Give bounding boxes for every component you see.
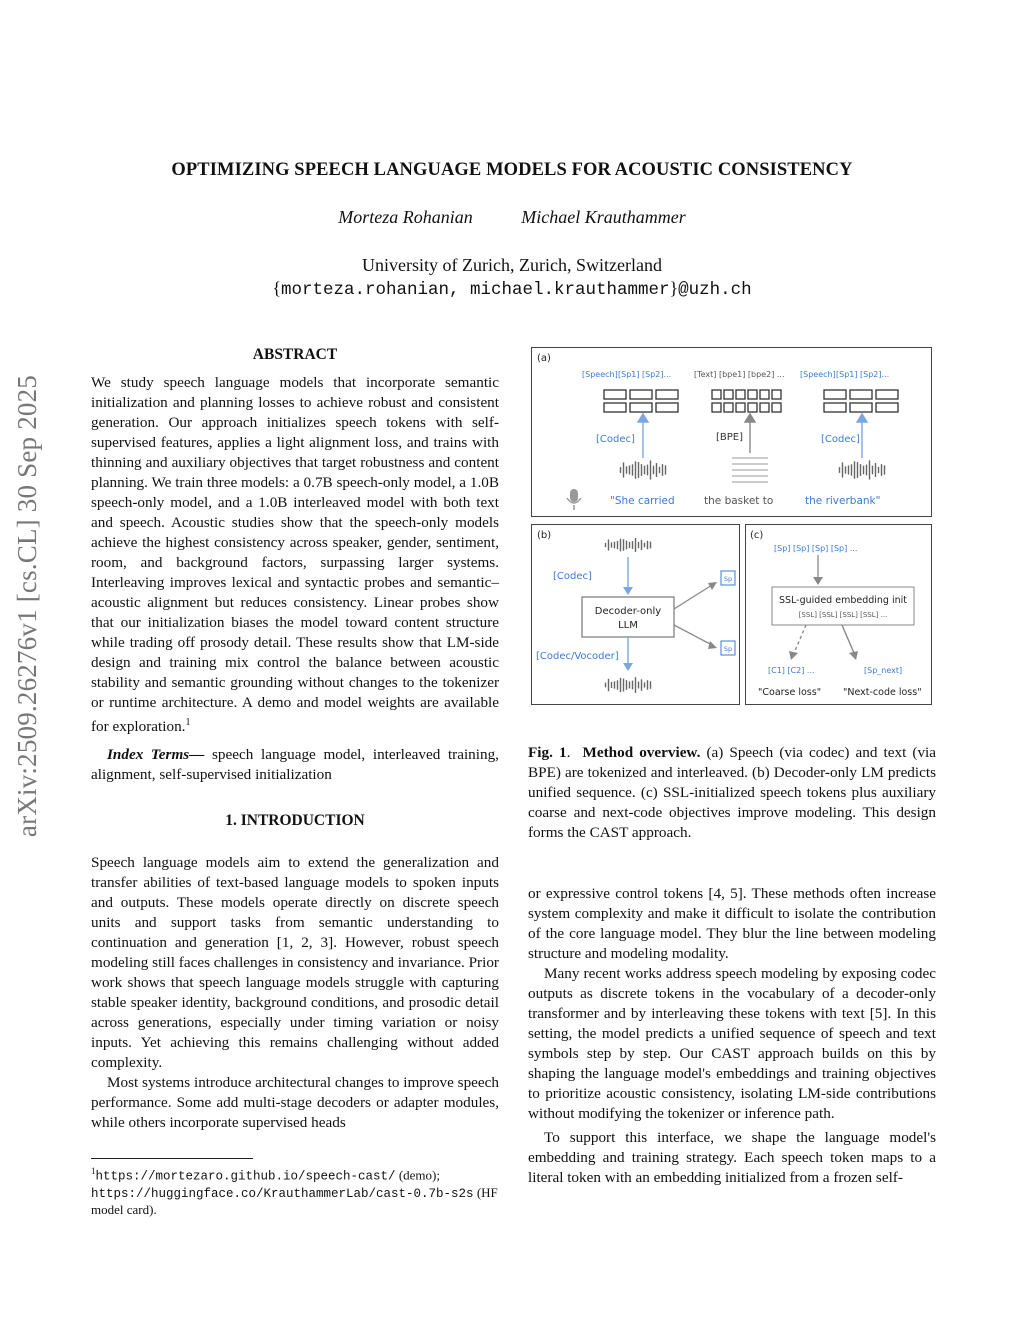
intro-paragraph-5: To support this interface, we shape the language model's embedding and training strategy. Each speech token maps to a literal token with an embedding initialized from a frozen self-	[528, 1129, 936, 1186]
panel-c	[745, 524, 932, 705]
token-cell	[876, 403, 898, 412]
model-card-link[interactable]: https://huggingface.co/KrauthammerLab/cast-0.7b-s2s	[91, 1186, 474, 1201]
seq-speech-tokens-2: [Sp1] [Sp2]...	[836, 370, 890, 379]
bpe-token-grid	[712, 390, 781, 412]
intro-paragraph-3: or expressive control tokens [4, 5]. These methods often increase system complexity and make it difficult to isolate the contribution of the core language model. They blur the line between modeling structure and modeling modality.	[528, 885, 936, 962]
caption-label: Fig. 1	[528, 744, 567, 761]
arrow-c1-head	[813, 577, 823, 585]
token-cell	[656, 390, 678, 399]
index-terms-text: speech language model, interleaved training, alignment, self-supervised initialization	[91, 746, 499, 784]
abstract-footnote-mark: 1	[185, 717, 191, 728]
sp-token-label-1: Sp	[723, 575, 733, 583]
author-list	[0, 207, 1024, 228]
bpe-label: [BPE]	[716, 432, 744, 443]
footnote-mark: 1	[91, 1166, 96, 1176]
footnote-rule	[91, 1158, 253, 1159]
arxiv-id: arXiv:2509.26276v1 [cs.CL] 30 Sep 2025	[12, 375, 42, 838]
arrow-b1-head	[623, 587, 633, 595]
coarse-loss-label: "Coarse loss"	[758, 687, 822, 698]
sp-token-row: [Sp] [Sp] [Sp] [Sp] ...	[774, 544, 858, 553]
token-cell	[760, 390, 769, 399]
token-cell	[712, 403, 721, 412]
token-cell	[772, 403, 781, 412]
next-loss-label: "Next-code loss"	[843, 687, 922, 698]
arxiv-stamp	[12, 375, 52, 955]
seq-text-tokens: [Text] [bpe1] [bpe2] ...	[694, 370, 785, 379]
figure-1	[531, 347, 932, 705]
paper-title: OPTIMIZING SPEECH LANGUAGE MODELS FOR ACOUSTIC CONSISTENCY	[171, 160, 853, 180]
abstract-text: We study speech language models that incorporate semantic initialization and planning losses to achieve robust and consistent generation. Our approach initializes speech tokens with self-supervised features, applies a light alignment loss, and trains with thinning and auxiliary objectives that target robustness and content planning. We train three models: a 0.7B speech-only model, a 1.0B speech-only model, and a 1.0B interleaved model with both text and speech. Acoustic studies show that the speech-only models achieve the highest consistency across speaker, gender, sentiment, room, and background factors, surpassing larger systems. Interleaving improves lexical and syntactic probes and semantic–acoustic alignment but reduces consistency. Linear probes show that our initialization biases the model toward content structure while trading off prosody detail. These results show that LM-side design and training mix control the balance between acoustic stability and semantic grounding without changes to the tokenizer or runtime architecture. A demo and model weights are available for exploration.$^1$	[91, 374, 499, 736]
token-cell	[604, 390, 626, 399]
waveform-icon-2	[840, 460, 885, 479]
author-1: Morteza Rohanian	[338, 207, 473, 227]
right-column	[528, 884, 936, 1188]
token-cell	[876, 390, 898, 399]
token-cell	[772, 390, 781, 399]
waveform-icon-1	[621, 460, 666, 479]
seq-speech-tag-2: [Speech]	[800, 370, 836, 379]
arrow-b3-head	[708, 641, 717, 649]
next-token: [Sp_next]	[864, 666, 903, 675]
waveform-icon-input	[606, 538, 651, 552]
model-card-tag: (HF model card).	[91, 1184, 498, 1218]
seq-speech-tag: [Speech]	[582, 370, 618, 379]
token-cell	[724, 390, 733, 399]
index-terms-label: Index Terms—	[107, 746, 205, 764]
email-domain: @uzh.ch	[678, 280, 752, 300]
codec-token-grid-2	[824, 390, 898, 412]
panel-a	[531, 347, 932, 517]
token-cell	[850, 390, 872, 399]
demo-tag: (demo);	[395, 1167, 440, 1183]
token-cell	[712, 390, 721, 399]
token-cell	[630, 403, 652, 412]
panel-c-label: (c)	[750, 530, 764, 541]
codec-label-1: [Codec]	[596, 434, 635, 445]
token-cell	[824, 403, 846, 412]
arrow-b2	[674, 585, 712, 609]
intro-heading: 1. INTRODUCTION	[225, 812, 365, 830]
caption-title: Method overview.	[582, 744, 701, 761]
waveform-icon-output	[606, 677, 651, 693]
quote-part-1: "She carried	[610, 495, 675, 507]
token-cell	[748, 403, 757, 412]
codec-label-2: [Codec]	[821, 434, 860, 445]
demo-link[interactable]: https://mortezaro.github.io/speech-cast/	[95, 1169, 396, 1184]
codec-label-b: [Codec]	[553, 571, 592, 582]
token-cell	[824, 390, 846, 399]
decoder-box	[582, 597, 674, 637]
panel-b-label: (b)	[537, 530, 552, 541]
codec-token-grid-1	[604, 390, 678, 412]
panel-b	[531, 524, 740, 705]
figure-caption	[528, 743, 936, 843]
token-cell	[850, 403, 872, 412]
abstract-heading: ABSTRACT	[252, 346, 338, 363]
ssl-title: SSL-guided embedding init	[779, 595, 907, 606]
arrow-b4-head	[623, 663, 633, 671]
token-cell	[656, 403, 678, 412]
author-2: Michael Krauthammer	[521, 207, 686, 227]
quote-part-3: the riverbank"	[805, 495, 881, 507]
arrow-c2-head	[789, 651, 798, 660]
brace-open: {	[272, 278, 281, 298]
token-cell	[760, 403, 769, 412]
microphone-icon	[567, 489, 581, 510]
token-cell	[604, 403, 626, 412]
token-cell	[630, 390, 652, 399]
email-line	[0, 278, 1024, 300]
ssl-box	[772, 587, 914, 625]
email-names: morteza.rohanian, michael.krauthammer	[280, 280, 670, 300]
footnote	[91, 1163, 499, 1219]
arrow-a3-head	[857, 414, 867, 422]
vocoder-label: [Codec/Vocoder]	[536, 651, 619, 662]
arrow-c3-head	[849, 651, 858, 660]
ssl-tokens: [SSL] [SSL] [SSL] [SSL] ...	[798, 611, 888, 619]
brace-close: }	[669, 278, 679, 298]
arrow-a1-head	[638, 414, 648, 422]
intro-paragraph-2: Most systems introduce architectural changes to improve speech performance. Some add multi-stage decoders or adapter modules, while others incorporate supervised heads	[91, 1074, 499, 1132]
affiliation: University of Zurich, Zurich, Switzerland	[362, 255, 662, 275]
token-cell	[736, 390, 745, 399]
decoder-label-2: LLM	[618, 620, 638, 631]
arrow-c3	[842, 625, 854, 653]
text-lines-icon	[732, 458, 768, 482]
arrow-b3	[674, 625, 712, 645]
seq-speech-tokens: [Sp1] [Sp2]...	[618, 370, 672, 379]
caption-text: (a) Speech (via codec) and text (via BPE) are tokenized and interleaved. (b) Decoder-only LM predicts unified sequence. (c) SSL-initialized speech tokens plus auxiliary coarse and next-code objectives improve modeling. This design forms the CAST approach.	[528, 744, 937, 841]
index-terms	[91, 745, 499, 785]
intro-paragraph-1: Speech language models aim to extend the generalization and transfer abilities of text-based language models to spoken inputs and outputs. These models operate directly on discrete speech units and support tasks from semantic understanding to continuation and generation [1, 2, 3]. However, robust speech modeling still faces challenges in consistency and invariance. Prior work shows that speech language models struggle with capturing stable speaker identity, background conditions, and prosodic detail across generations, especially under timing variation or noisy inputs. Yet achieving this remains challenging without added complexity.	[91, 854, 499, 1072]
panel-a-label: (a)	[537, 353, 551, 364]
caption-sep: .	[566, 744, 583, 761]
token-cell	[748, 390, 757, 399]
coarse-tokens: [C1] [C2] ...	[768, 666, 815, 675]
intro-paragraph-4: Many recent works address speech modeling by exposing codec outputs as discrete tokens in the vocabulary of a decoder-only transformer and by interleaving these tokens with text [5]. In this setting, the model predicts a unified sequence of speech and text symbols step by step. Our CAST approach builds on this by shaping the language model's embeddings and training objectives to prioritize acoustic consistency, isolating LM-side contributions without modifying the tokenizer or inference path.	[528, 965, 936, 1122]
quote-part-2: the basket to	[704, 495, 774, 507]
token-cell	[724, 403, 733, 412]
decoder-label-1: Decoder-only	[594, 606, 662, 617]
arrow-a2-head	[745, 414, 755, 422]
sp-token-label-2: Sp	[723, 645, 733, 653]
token-cell	[736, 403, 745, 412]
left-column	[91, 345, 499, 1133]
arrow-c2	[794, 625, 806, 653]
